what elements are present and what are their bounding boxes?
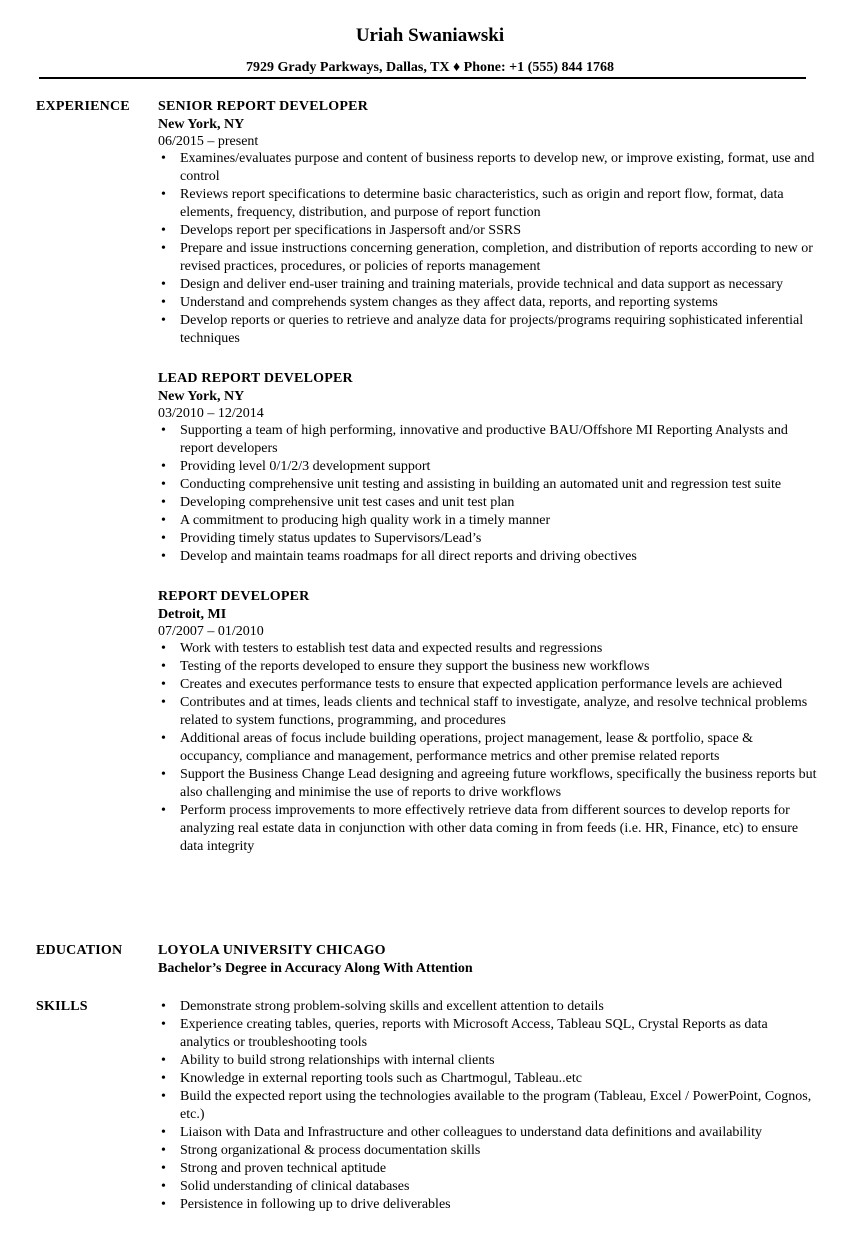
list-item: • Testing of the reports developed to ensure they support the business new workflows	[180, 658, 818, 676]
list-item: • Support the Business Change Lead designing and agreeing future workflows, specifically the business reports but also challenging and minimise the use of reports to drive workflows	[180, 766, 818, 802]
candidate-name: Uriah Swaniawski	[355, 25, 505, 46]
section-title-education: EDUCATION	[36, 943, 123, 958]
degree-name: Bachelor’s Degree in Accuracy Along With Attention	[158, 961, 473, 976]
list-item: • Solid understanding of clinical databases	[180, 1178, 818, 1196]
job-dates: 06/2015 – present	[158, 134, 259, 149]
list-item: • A commitment to producing high quality work in a timely manner	[180, 512, 818, 530]
list-item: • Additional areas of focus include building operations, project management, lease & portfolio, space & occupancy, compliance and management, performance metrics and other premise related reports	[180, 730, 818, 766]
job-location: New York, NY	[158, 117, 245, 132]
section-title-experience: EXPERIENCE	[36, 99, 130, 114]
list-item: • Develops report per specifications in Jaspersoft and/or SSRS	[180, 222, 818, 240]
job-title: SENIOR REPORT DEVELOPER	[158, 99, 368, 114]
skills-list-wrap	[158, 998, 818, 1214]
list-item: • Strong organizational & process documentation skills	[180, 1142, 818, 1160]
job-entry	[158, 588, 818, 856]
job-entry	[158, 370, 818, 566]
job-title: LEAD REPORT DEVELOPER	[158, 371, 353, 386]
list-item: • Design and deliver end-user training and training materials, provide technical and data support as necessary	[180, 276, 818, 294]
school-name: LOYOLA UNIVERSITY CHICAGO	[158, 943, 386, 958]
job-dates: 03/2010 – 12/2014	[158, 406, 264, 421]
list-item: • Knowledge in external reporting tools such as Chartmogul, Tableau..etc	[180, 1070, 818, 1088]
header-divider	[39, 77, 806, 79]
list-item: • Providing timely status updates to Supervisors/Lead’s	[180, 530, 818, 548]
list-item: • Ability to build strong relationships with internal clients	[180, 1052, 818, 1070]
job-bullets	[158, 640, 818, 856]
list-item: • Strong and proven technical aptitude	[180, 1160, 818, 1178]
job-dates: 07/2007 – 01/2010	[158, 624, 264, 639]
list-item: • Persistence in following up to drive deliverables	[180, 1196, 818, 1214]
list-item: • Developing comprehensive unit test cases and unit test plan	[180, 494, 818, 512]
list-item: • Conducting comprehensive unit testing and assisting in building an automated unit and regression test suite	[180, 476, 818, 494]
section-title-skills: SKILLS	[36, 999, 88, 1014]
skills-list	[158, 998, 818, 1214]
job-bullets	[158, 150, 818, 348]
job-location: New York, NY	[158, 389, 245, 404]
list-item: • Perform process improvements to more effectively retrieve data from different sources to develop reports for analyzing real estate data in conjunction with other data coming in from feeds (i.e. HR, Finance, etc) to ensure data integrity	[180, 802, 818, 856]
contact-line: 7929 Grady Parkways, Dallas, TX ♦ Phone: +1 (555) 844 1768	[246, 60, 614, 75]
list-item: • Develop and maintain teams roadmaps for all direct reports and driving obectives	[180, 548, 818, 566]
list-item: • Work with testers to establish test data and expected results and regressions	[180, 640, 818, 658]
experience-list	[158, 98, 818, 878]
list-item: • Understand and comprehends system changes as they affect data, reports, and reporting systems	[180, 294, 818, 312]
list-item: • Liaison with Data and Infrastructure and other colleagues to understand data definitions and availability	[180, 1124, 818, 1142]
list-item: • Providing level 0/1/2/3 development support	[180, 458, 818, 476]
list-item: • Experience creating tables, queries, reports with Microsoft Access, Tableau SQL, Crystal Reports as data analytics or troubleshooting tools	[180, 1016, 818, 1052]
job-entry	[158, 98, 818, 348]
list-item: • Demonstrate strong problem-solving skills and excellent attention to details	[180, 998, 818, 1016]
job-location: Detroit, MI	[158, 607, 227, 622]
list-item: • Prepare and issue instructions concerning generation, completion, and distribution of reports according to new or revised practices, procedures, or policies of reports management	[180, 240, 818, 276]
list-item: • Contributes and at times, leads clients and technical staff to investigate, analyze, and resolve technical problems related to system functions, programming, and procedures	[180, 694, 818, 730]
list-item: • Reviews report specifications to determine basic characteristics, such as origin and report flow, format, data elements, frequency, distribution, and purpose of report function	[180, 186, 818, 222]
list-item: • Supporting a team of high performing, innovative and productive BAU/Offshore MI Reporting Analysts and report developers	[180, 422, 818, 458]
job-title: REPORT DEVELOPER	[158, 589, 310, 604]
list-item: • Examines/evaluates purpose and content of business reports to develop new, or improve existing, format, use and control	[180, 150, 818, 186]
list-item: • Creates and executes performance tests to ensure that expected application performance levels are achieved	[180, 676, 818, 694]
job-bullets	[158, 422, 818, 566]
list-item: • Develop reports or queries to retrieve and analyze data for projects/programs requiring sophisticated inferential techniques	[180, 312, 818, 348]
education-entry	[158, 942, 818, 978]
list-item: • Build the expected report using the technologies available to the program (Tableau, Excel / PowerPoint, Cognos, etc.)	[180, 1088, 818, 1124]
